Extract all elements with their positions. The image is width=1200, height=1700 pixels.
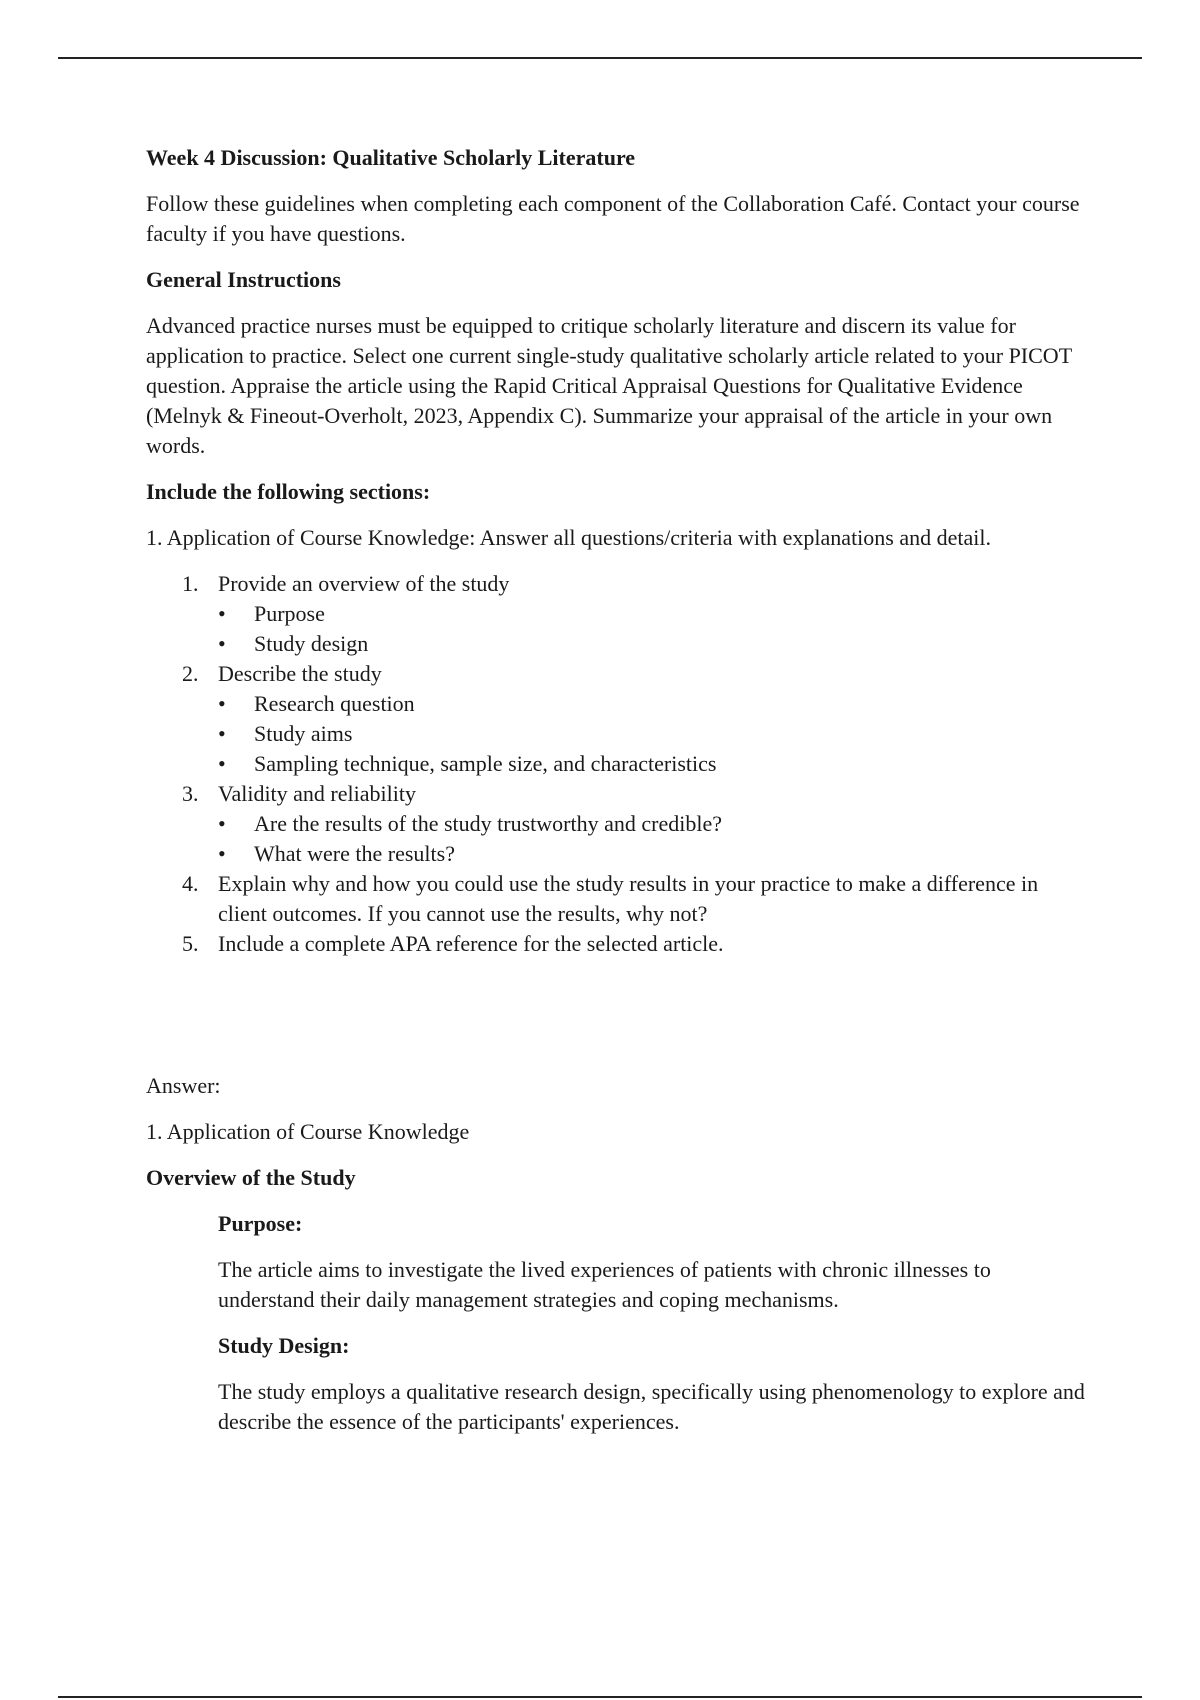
spacer — [146, 959, 1086, 1071]
bullet-item: • Research question — [218, 689, 1086, 719]
requirements-list — [146, 569, 1086, 959]
list-number: 3. — [182, 781, 199, 806]
list-item-text: Explain why and how you could use the study results in your practice to make a difference in client outcomes. If you cannot use the results, why not? — [218, 871, 1039, 926]
list-item — [146, 869, 1086, 929]
list-number: 2. — [182, 661, 199, 686]
document-body — [146, 143, 1086, 1453]
purpose-text: The article aims to investigate the lived experiences of patients with chronic illnesses to understand their daily management strategies and coping mechanisms. — [218, 1257, 991, 1312]
list-number: 4. — [182, 871, 199, 896]
bullet-item: • Are the results of the study trustworthy and credible? — [218, 809, 1086, 839]
bullet-item: • Study aims — [218, 719, 1086, 749]
list-item-text: Describe the study — [218, 661, 382, 686]
general-instructions-heading: General Instructions — [146, 267, 341, 292]
footer-rule — [58, 1696, 1142, 1698]
bullet-list — [218, 809, 1086, 869]
application-instruction: 1. Application of Course Knowledge: Answer all questions/criteria with explanations and detail. — [146, 525, 991, 550]
list-item-text: Validity and reliability — [218, 781, 416, 806]
list-number: 1. — [182, 571, 199, 596]
purpose-heading: Purpose: — [218, 1211, 303, 1236]
study-design-heading: Study Design: — [218, 1333, 350, 1358]
bullet-item: • Study design — [218, 629, 1086, 659]
answer-section-title: 1. Application of Course Knowledge — [146, 1119, 470, 1144]
general-instructions-text: Advanced practice nurses must be equipped to critique scholarly literature and discern its value for application to practice. Select one current single-study qualitative scholarly article related to your PICOT question. Appraise the article using the Rapid Critical Appraisal Questions for Qualitative Evidence (Melnyk & Fineout-Overholt, 2023, Appendix C). Summarize your appraisal of the article in your own words. — [146, 313, 1072, 458]
bullet-list — [218, 599, 1086, 659]
document-title: Week 4 Discussion: Qualitative Scholarly Literature — [146, 145, 636, 170]
list-item — [146, 779, 1086, 869]
bullet-item: • Sampling technique, sample size, and characteristics — [218, 749, 1086, 779]
bullet-item: • Purpose — [218, 599, 1086, 629]
list-item-text: Include a complete APA reference for the selected article. — [218, 931, 724, 956]
answer-label: Answer: — [146, 1073, 221, 1098]
bullet-item: • What were the results? — [218, 839, 1086, 869]
list-item — [146, 659, 1086, 779]
sections-heading: Include the following sections: — [146, 479, 431, 504]
overview-heading: Overview of the Study — [146, 1165, 356, 1190]
list-item-text: Provide an overview of the study — [218, 571, 510, 596]
list-item — [146, 929, 1086, 959]
overview-content — [218, 1209, 1086, 1437]
list-item — [146, 569, 1086, 659]
study-design-text: The study employs a qualitative research design, specifically using phenomenology to explore and describe the essence of the participants' experiences. — [218, 1379, 1085, 1434]
list-number: 5. — [182, 931, 199, 956]
bullet-list — [218, 689, 1086, 779]
intro-paragraph: Follow these guidelines when completing each component of the Collaboration Café. Contact your course faculty if you have questions. — [146, 191, 1080, 246]
header-rule — [58, 57, 1142, 59]
